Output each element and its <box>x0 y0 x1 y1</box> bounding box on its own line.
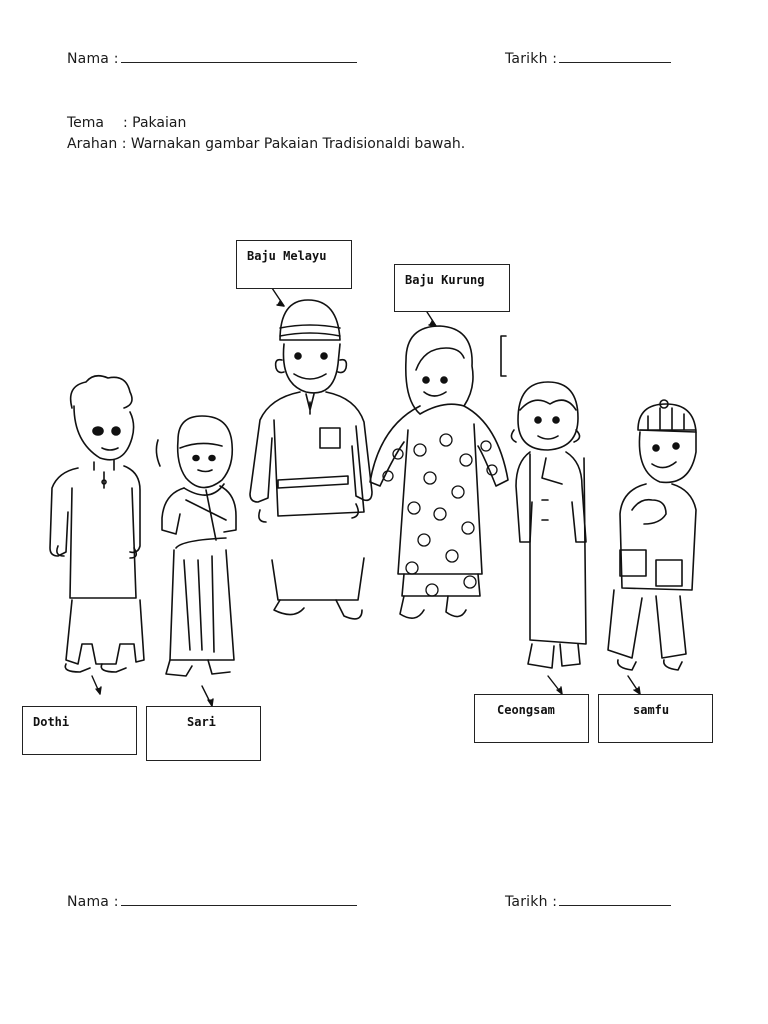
sari-figure <box>162 416 236 676</box>
label-samfu: samfu <box>598 694 713 743</box>
footer-nama-line[interactable] <box>121 893 357 906</box>
ceongsam-figure <box>511 382 586 668</box>
decor-bracket <box>501 336 506 376</box>
label-baju-melayu: Baju Melayu <box>236 240 352 289</box>
footer-nama-label: Nama : <box>67 894 119 910</box>
nama-label: Nama : <box>67 51 119 67</box>
footer-tarikh-line[interactable] <box>559 893 671 906</box>
footer-tarikh-field <box>505 893 671 910</box>
tema-value: : Pakaian <box>123 115 187 131</box>
label-arrows <box>92 288 640 706</box>
label-sari: Sari <box>146 706 261 761</box>
footer-nama-field <box>67 893 357 910</box>
tema-label: Tema <box>67 115 105 131</box>
arahan-value: Warnakan gambar Pakaian Tradisionaldi bawah. <box>130 136 466 152</box>
footer-tarikh-label: Tarikh : <box>505 894 558 910</box>
label-ceongsam: Ceongsam <box>474 694 589 743</box>
decor-stroke <box>156 440 160 466</box>
tarikh-label: Tarikh : <box>505 51 558 67</box>
samfu-figure <box>608 400 696 670</box>
dothi-figure <box>50 376 144 672</box>
label-baju-kurung: Baju Kurung <box>394 264 510 312</box>
baju-melayu-figure <box>250 300 372 619</box>
label-dothi: Dothi <box>22 706 137 755</box>
baju-kurung-figure <box>370 326 508 618</box>
arahan-label: Arahan : <box>67 136 127 152</box>
